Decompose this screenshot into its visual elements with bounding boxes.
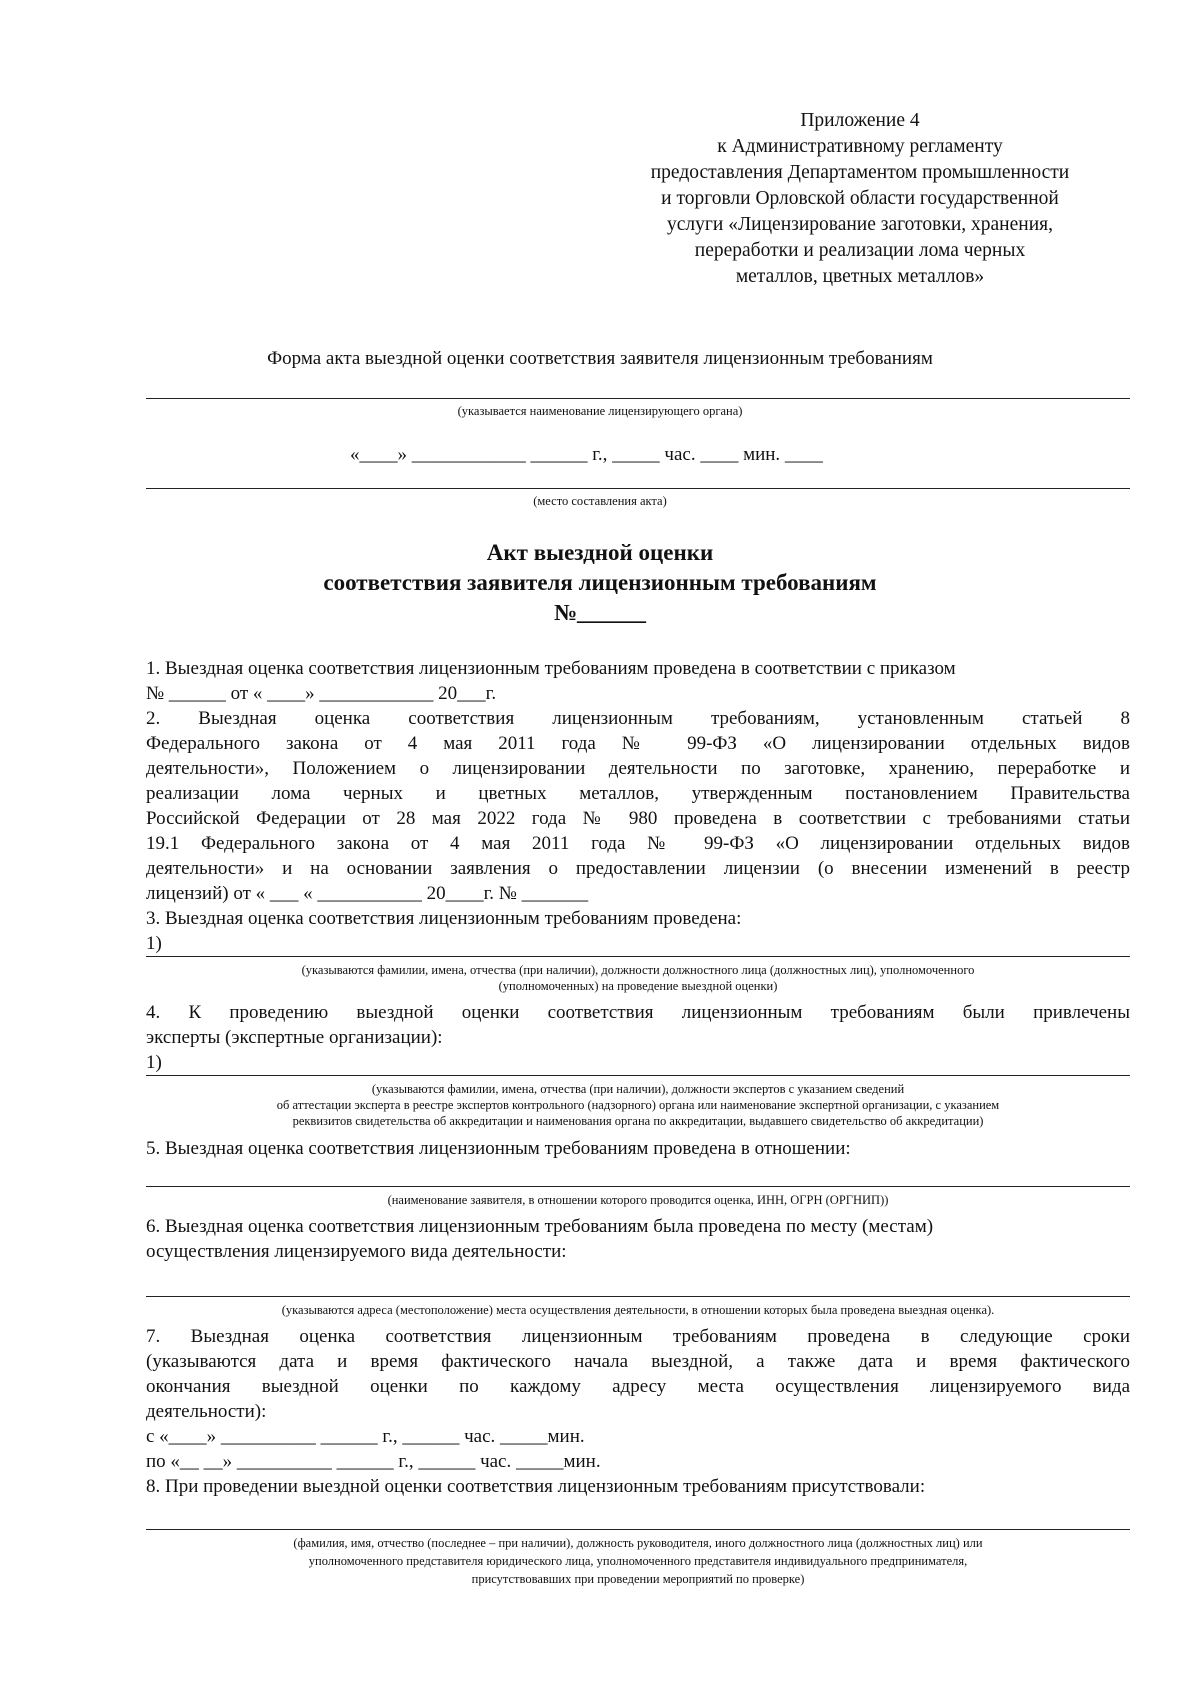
item-7-end-time: по «__ __» __________ ______ г., ______ час. _____мин. bbox=[146, 1451, 601, 1472]
act-heading-line2: соответствия заявителя лицензионным требованиям bbox=[323, 570, 877, 595]
experts-caption: об аттестации эксперта в реестре экспертов контрольного (надзорного) органа или наименование экспертной организации, с указанием bbox=[276, 1098, 1000, 1112]
item-3-line: 3. Выездная оценка соответствия лицензионным требованиям проведена: bbox=[146, 908, 742, 929]
item-7-line: (указываются дата и время фактического начала выездной, а также дата и время фактического bbox=[146, 1351, 1130, 1372]
appendix-line: к Административному регламенту bbox=[717, 136, 1003, 157]
addresses-line bbox=[146, 1296, 1130, 1297]
item-7-line: деятельности): bbox=[146, 1401, 267, 1422]
date-time-line: «____» ____________ ______ г., _____ час. ____ мин. ____ bbox=[350, 444, 823, 465]
item-1-line: № ______ от « ____» ____________ 20___г. bbox=[146, 683, 497, 704]
appendix-line: и торговли Орловской области государственной bbox=[661, 188, 1059, 209]
inspectors-line bbox=[146, 956, 1130, 957]
appendix-line: услуги «Лицензирование заготовки, хранения, bbox=[667, 214, 1053, 235]
applicant-line bbox=[146, 1186, 1130, 1187]
experts-caption: реквизитов свидетельства об аккредитации и наименования органа по аккредитации, выдавшего свидетельство об аккредитации) bbox=[292, 1114, 984, 1128]
act-number: №______ bbox=[553, 600, 647, 625]
licensing-body-line bbox=[146, 398, 1130, 399]
item-2-line: Федерального закона от 4 мая 2011 года № 99-ФЗ «О лицензировании отдельных видов bbox=[146, 733, 1130, 754]
item-4-line: 4. К проведению выездной оценки соответствия лицензионным требованиям были привлечены bbox=[146, 1002, 1130, 1023]
attendees-caption: (фамилия, имя, отчество (последнее – при наличии), должность руководителя, иного должностного лица (должностных лиц) или bbox=[293, 1536, 983, 1550]
item-4-line: эксперты (экспертные организации): bbox=[146, 1027, 443, 1048]
item-2-line: 19.1 Федерального закона от 4 мая 2011 года № 99-ФЗ «О лицензировании отдельных видов bbox=[146, 833, 1130, 854]
item-2-line: лицензий) от « ___ « ___________ 20____г. № _______ bbox=[146, 883, 589, 904]
item-2-line: реализации лома черных и цветных металлов, утвержденным постановлением Правительства bbox=[146, 783, 1130, 804]
appendix-line: предоставления Департаментом промышленности bbox=[650, 162, 1070, 183]
applicant-caption: (наименование заявителя, в отношении которого проводится оценка, ИНН, ОГРН (ОРГНИП)) bbox=[387, 1193, 889, 1207]
item-7-line: 7. Выездная оценка соответствия лицензионным требованиям проведена в следующие сроки bbox=[146, 1326, 1130, 1347]
item-6-line: осуществления лицензируемого вида деятельности: bbox=[146, 1241, 567, 1262]
item-8-line: 8. При проведении выездной оценки соответствия лицензионным требованиям присутствовали: bbox=[146, 1476, 926, 1497]
attendees-caption: присутствовавших при проведении мероприятий по проверке) bbox=[471, 1572, 805, 1586]
appendix-line: металлов, цветных металлов» bbox=[735, 266, 985, 287]
act-heading-line1: Акт выездной оценки bbox=[486, 540, 714, 565]
item-6-line: 6. Выездная оценка соответствия лицензионным требованиям была проведена по месту (местам) bbox=[146, 1216, 934, 1237]
attendees-caption: уполномоченного представителя юридического лица, уполномоченного представителя индивидуального предпринимателя, bbox=[308, 1554, 968, 1568]
place-line bbox=[146, 488, 1130, 489]
form-title: Форма акта выездной оценки соответствия заявителя лицензионным требованиям bbox=[267, 348, 933, 369]
item-3-entry: 1) bbox=[146, 933, 162, 954]
item-7-line: окончания выездной оценки по каждому адресу места осуществления лицензируемого вида bbox=[146, 1376, 1130, 1397]
experts-line bbox=[146, 1075, 1130, 1076]
item-2-line: Российской Федерации от 28 мая 2022 года № 980 проведена в соответствии с требованиями статьи bbox=[146, 808, 1130, 829]
appendix-header bbox=[600, 108, 1120, 290]
place-caption: (место составления акта) bbox=[533, 494, 667, 508]
item-4-entry: 1) bbox=[146, 1052, 162, 1073]
experts-caption: (указываются фамилии, имена, отчества (при наличии), должности экспертов с указанием сведений bbox=[371, 1082, 905, 1096]
item-7-start-time: с «____» __________ ______ г., ______ час. _____мин. bbox=[146, 1426, 585, 1447]
attendees-line bbox=[146, 1529, 1130, 1530]
item-2-line: 2. Выездная оценка соответствия лицензионным требованиям, установленным статьей 8 bbox=[146, 708, 1130, 729]
item-2-line: деятельности» и на основании заявления о предоставлении лицензии (о внесении изменений в реестр bbox=[146, 858, 1130, 879]
licensing-body-caption: (указывается наименование лицензирующего органа) bbox=[457, 404, 743, 418]
item-1-line: 1. Выездная оценка соответствия лицензионным требованиям проведена в соответствии с приказом bbox=[146, 658, 956, 679]
inspectors-caption: (уполномоченных) на проведение выездной оценки) bbox=[498, 979, 778, 993]
item-2-line: деятельности», Положением о лицензировании деятельности по заготовке, хранению, переработке и bbox=[146, 758, 1130, 779]
inspectors-caption: (указываются фамилии, имена, отчества (при наличии), должности должностного лица (должностных лиц), уполномоченного bbox=[301, 963, 975, 977]
appendix-line: переработки и реализации лома черных bbox=[694, 240, 1026, 261]
addresses-caption: (указываются адреса (местоположение) места осуществления деятельности, в отношении которых была проведена выездная оценка). bbox=[281, 1303, 995, 1317]
item-5-line: 5. Выездная оценка соответствия лицензионным требованиям проведена в отношении: bbox=[146, 1138, 851, 1159]
appendix-line: Приложение 4 bbox=[800, 110, 920, 131]
